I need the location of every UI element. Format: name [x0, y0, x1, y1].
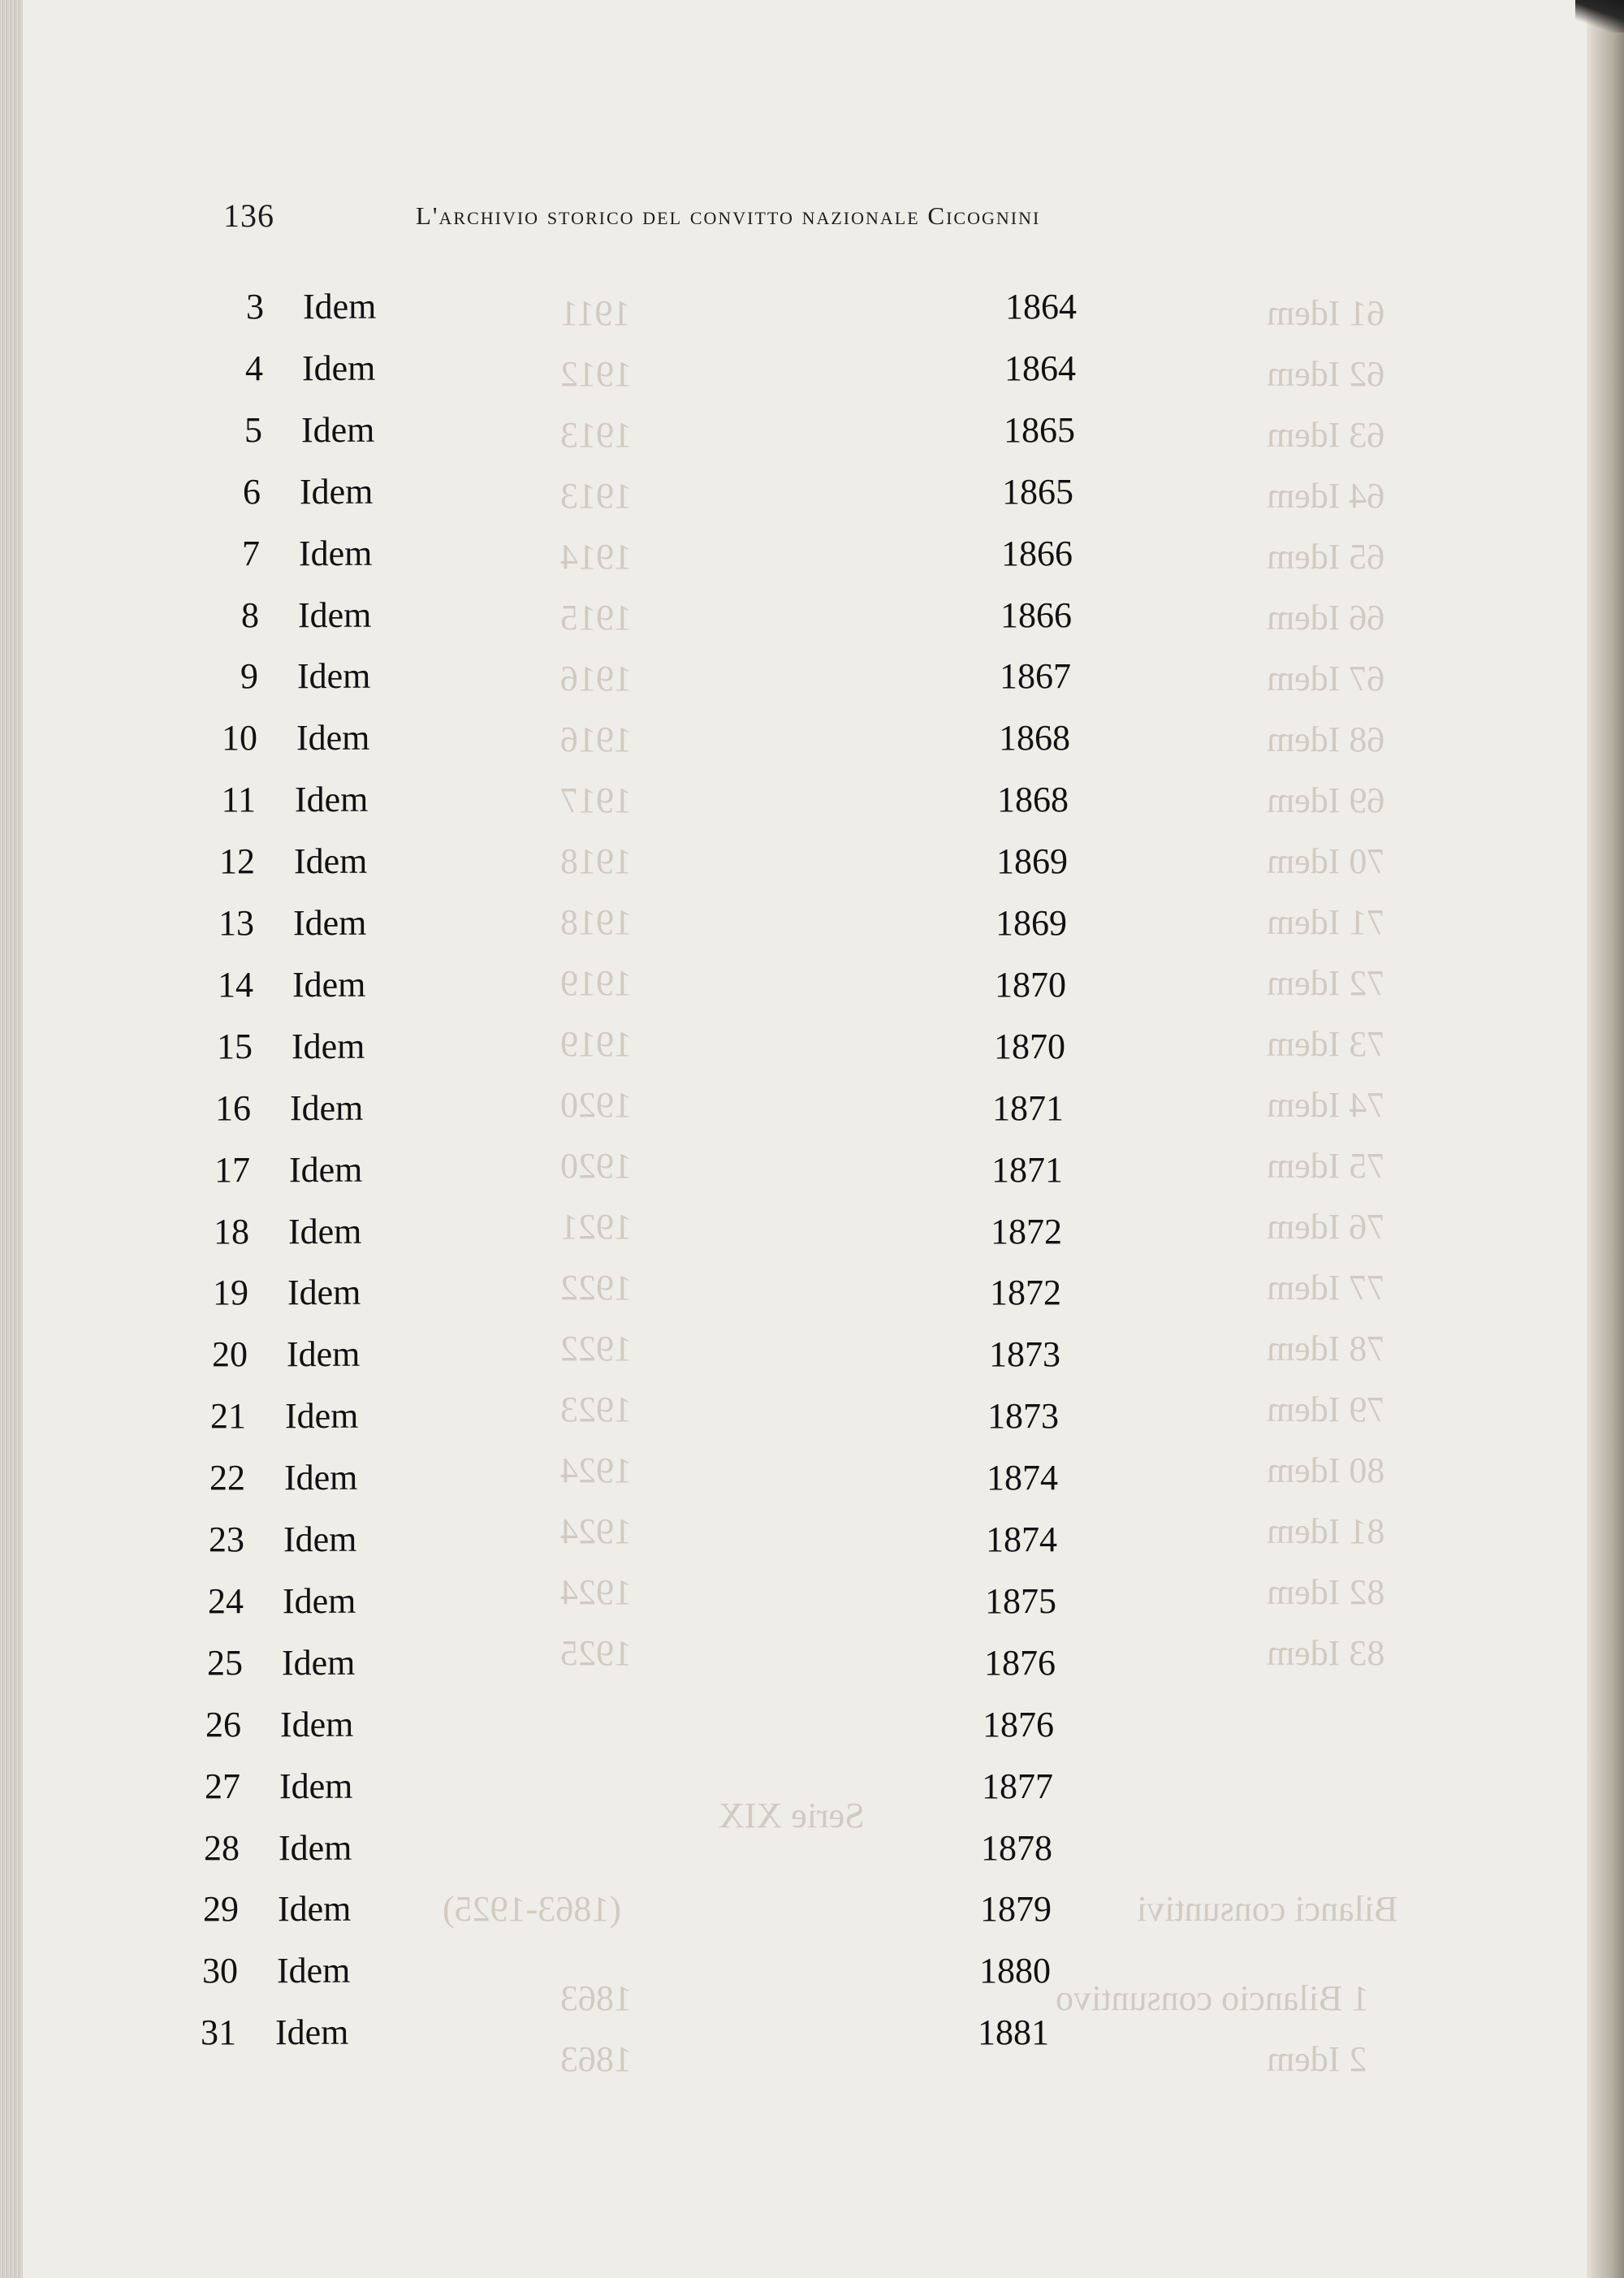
item-description: Idem — [287, 1273, 361, 1312]
list-item — [0, 346, 1624, 391]
list-item — [0, 1332, 1624, 1377]
list-item — [0, 1887, 1624, 1932]
list-item — [0, 593, 1624, 638]
list-item — [0, 2010, 1624, 2055]
item-description: Idem — [300, 472, 374, 512]
item-description: Idem — [299, 534, 373, 573]
item-number: 30 — [202, 1951, 238, 1991]
item-description: Idem — [303, 287, 377, 326]
item-year: 1866 — [1000, 595, 1072, 635]
item-number: 21 — [210, 1396, 246, 1436]
item-number: 31 — [201, 2012, 236, 2052]
item-year: 1872 — [990, 1273, 1061, 1312]
list-item — [0, 408, 1624, 453]
list-item — [0, 654, 1624, 699]
list-item — [0, 1394, 1624, 1439]
item-year: 1875 — [985, 1581, 1056, 1621]
list-item — [0, 962, 1624, 1008]
item-description: Idem — [292, 965, 366, 1005]
item-year: 1870 — [995, 965, 1066, 1005]
item-description: Idem — [288, 1212, 362, 1251]
item-description: Idem — [302, 348, 376, 388]
item-number: 25 — [207, 1643, 243, 1683]
item-description: Idem — [282, 1643, 356, 1683]
item-number: 23 — [209, 1519, 244, 1559]
item-description: Idem — [284, 1458, 358, 1498]
item-year: 1876 — [984, 1643, 1056, 1683]
list-item — [0, 469, 1624, 515]
item-year: 1869 — [996, 841, 1068, 881]
list-item — [0, 1209, 1624, 1255]
list-item — [0, 839, 1624, 884]
item-number: 10 — [222, 718, 257, 758]
list-item — [0, 1826, 1624, 1871]
item-year: 1871 — [991, 1150, 1063, 1190]
item-year: 1865 — [1004, 410, 1075, 450]
item-description: Idem — [285, 1396, 359, 1436]
item-year: 1873 — [989, 1334, 1060, 1374]
list-item — [0, 1455, 1624, 1501]
item-year: 1881 — [978, 2012, 1049, 2052]
item-number: 14 — [218, 965, 253, 1005]
list-item — [0, 1702, 1624, 1748]
item-year: 1871 — [992, 1088, 1064, 1128]
item-number: 22 — [209, 1458, 245, 1498]
item-description: Idem — [278, 1889, 352, 1929]
item-number: 20 — [212, 1334, 248, 1374]
item-number: 29 — [203, 1889, 239, 1929]
list-item — [0, 777, 1624, 823]
item-year: 1868 — [997, 780, 1069, 819]
list-item — [0, 715, 1624, 761]
item-description: Idem — [298, 595, 372, 635]
item-description: Idem — [290, 1088, 364, 1128]
item-number: 12 — [219, 841, 255, 881]
item-number: 13 — [218, 903, 254, 943]
item-description: Idem — [289, 1150, 363, 1190]
item-description: Idem — [301, 410, 375, 450]
item-year: 1880 — [979, 1951, 1051, 1991]
item-number: 24 — [208, 1581, 244, 1621]
item-year: 1873 — [987, 1396, 1059, 1436]
item-year: 1874 — [986, 1519, 1057, 1559]
item-description: Idem — [292, 1027, 365, 1066]
item-number: 27 — [205, 1766, 240, 1806]
item-number: 3 — [246, 287, 264, 326]
item-year: 1874 — [987, 1458, 1058, 1498]
list-item — [0, 284, 1624, 330]
item-number: 18 — [214, 1212, 249, 1251]
item-description: Idem — [295, 780, 369, 819]
item-number: 7 — [242, 534, 260, 573]
item-description: Idem — [280, 1705, 354, 1744]
item-year: 1872 — [991, 1212, 1062, 1251]
item-description: Idem — [283, 1519, 357, 1559]
list-item — [0, 1764, 1624, 1809]
item-description: Idem — [279, 1828, 352, 1868]
item-year: 1876 — [983, 1705, 1054, 1744]
item-number: 15 — [217, 1027, 253, 1066]
item-number: 11 — [221, 780, 256, 819]
item-number: 26 — [205, 1705, 241, 1744]
item-year: 1877 — [982, 1766, 1053, 1806]
item-year: 1867 — [1000, 656, 1071, 696]
item-number: 9 — [240, 656, 258, 696]
list-item — [0, 1640, 1624, 1686]
item-description: Idem — [275, 2012, 349, 2052]
item-number: 17 — [214, 1150, 250, 1190]
list-item — [0, 1086, 1624, 1131]
list-item — [0, 531, 1624, 577]
item-year: 1868 — [999, 718, 1070, 758]
item-year: 1870 — [994, 1027, 1065, 1066]
list-item — [0, 1024, 1624, 1070]
item-year: 1864 — [1005, 287, 1077, 326]
item-number: 8 — [241, 595, 259, 635]
item-year: 1866 — [1001, 534, 1073, 573]
item-year: 1865 — [1002, 472, 1073, 512]
item-description: Idem — [283, 1581, 356, 1621]
book-page: 61 Idem 62 Idem 63 Idem 64 Idem 65 Idem 66 Idem 67 Idem 68 Idem 69 Idem 70 Idem 71 Idem 72 Idem 73 Idem 74 Idem 75 Idem 76 Idem 77 Idem 78 Idem 79 Idem 80 Idem 81 Idem 82 Idem 83 Idem 1911 1912 1913 1913 1914 1915 1916 1916 1917 1918 1918 1919 1919 1920 1920 1921 1922 1922 1923 1924 1924 1924 1925 Serie XIX (1863-1925) Bilanci consuntivi 1863 1863 1 Bilancio consuntivo 2 Idem 136 L'archivio storico del convitto nazionale Cicognini 3 Idem 1864 4 Idem 1864 5 Idem 1865 6 Idem 1865 7 Idem 1866 8 Idem 1866 9 Idem 1867 10 Idem 1868 11 Idem 1868 12 Idem 1869 13 Idem 1869 14 Idem 1870 15 Idem 1870 16 Idem 1871 17 Idem 1871 18 Idem 1872 19 Idem 1872 20 Idem 1873 21 Idem 1873 22 Idem 1874 23 Idem 1874 24 Idem 1875 25 Idem 1876 26 Idem 1876 27 Idem 1877 28 Idem 1878 29 Idem 1879 30 Idem 1880 31 Idem 1881 — [0, 0, 1624, 2278]
item-number: 6 — [243, 472, 261, 512]
item-year: 1864 — [1004, 348, 1076, 388]
item-number: 28 — [204, 1828, 240, 1868]
item-number: 4 — [245, 348, 263, 388]
list-item — [0, 901, 1624, 946]
page-number: 136 — [223, 197, 274, 234]
item-year: 1878 — [981, 1828, 1052, 1868]
item-number: 16 — [215, 1088, 251, 1128]
item-description: Idem — [294, 841, 368, 881]
item-description: Idem — [293, 903, 367, 943]
list-item — [0, 1948, 1624, 1994]
item-number: 19 — [213, 1273, 248, 1312]
item-description: Idem — [297, 656, 371, 696]
running-title: L'archivio storico del convitto nazionale Cicognini — [416, 201, 1041, 230]
item-description: Idem — [287, 1334, 361, 1374]
list-item — [0, 1517, 1624, 1563]
item-year: 1879 — [980, 1889, 1052, 1929]
item-number: 5 — [244, 410, 262, 450]
list-item — [0, 1148, 1624, 1193]
item-description: Idem — [296, 718, 370, 758]
item-description: Idem — [279, 1766, 353, 1806]
list-item — [0, 1579, 1624, 1624]
list-item — [0, 1270, 1624, 1316]
item-description: Idem — [277, 1951, 351, 1991]
item-year: 1869 — [996, 903, 1067, 943]
